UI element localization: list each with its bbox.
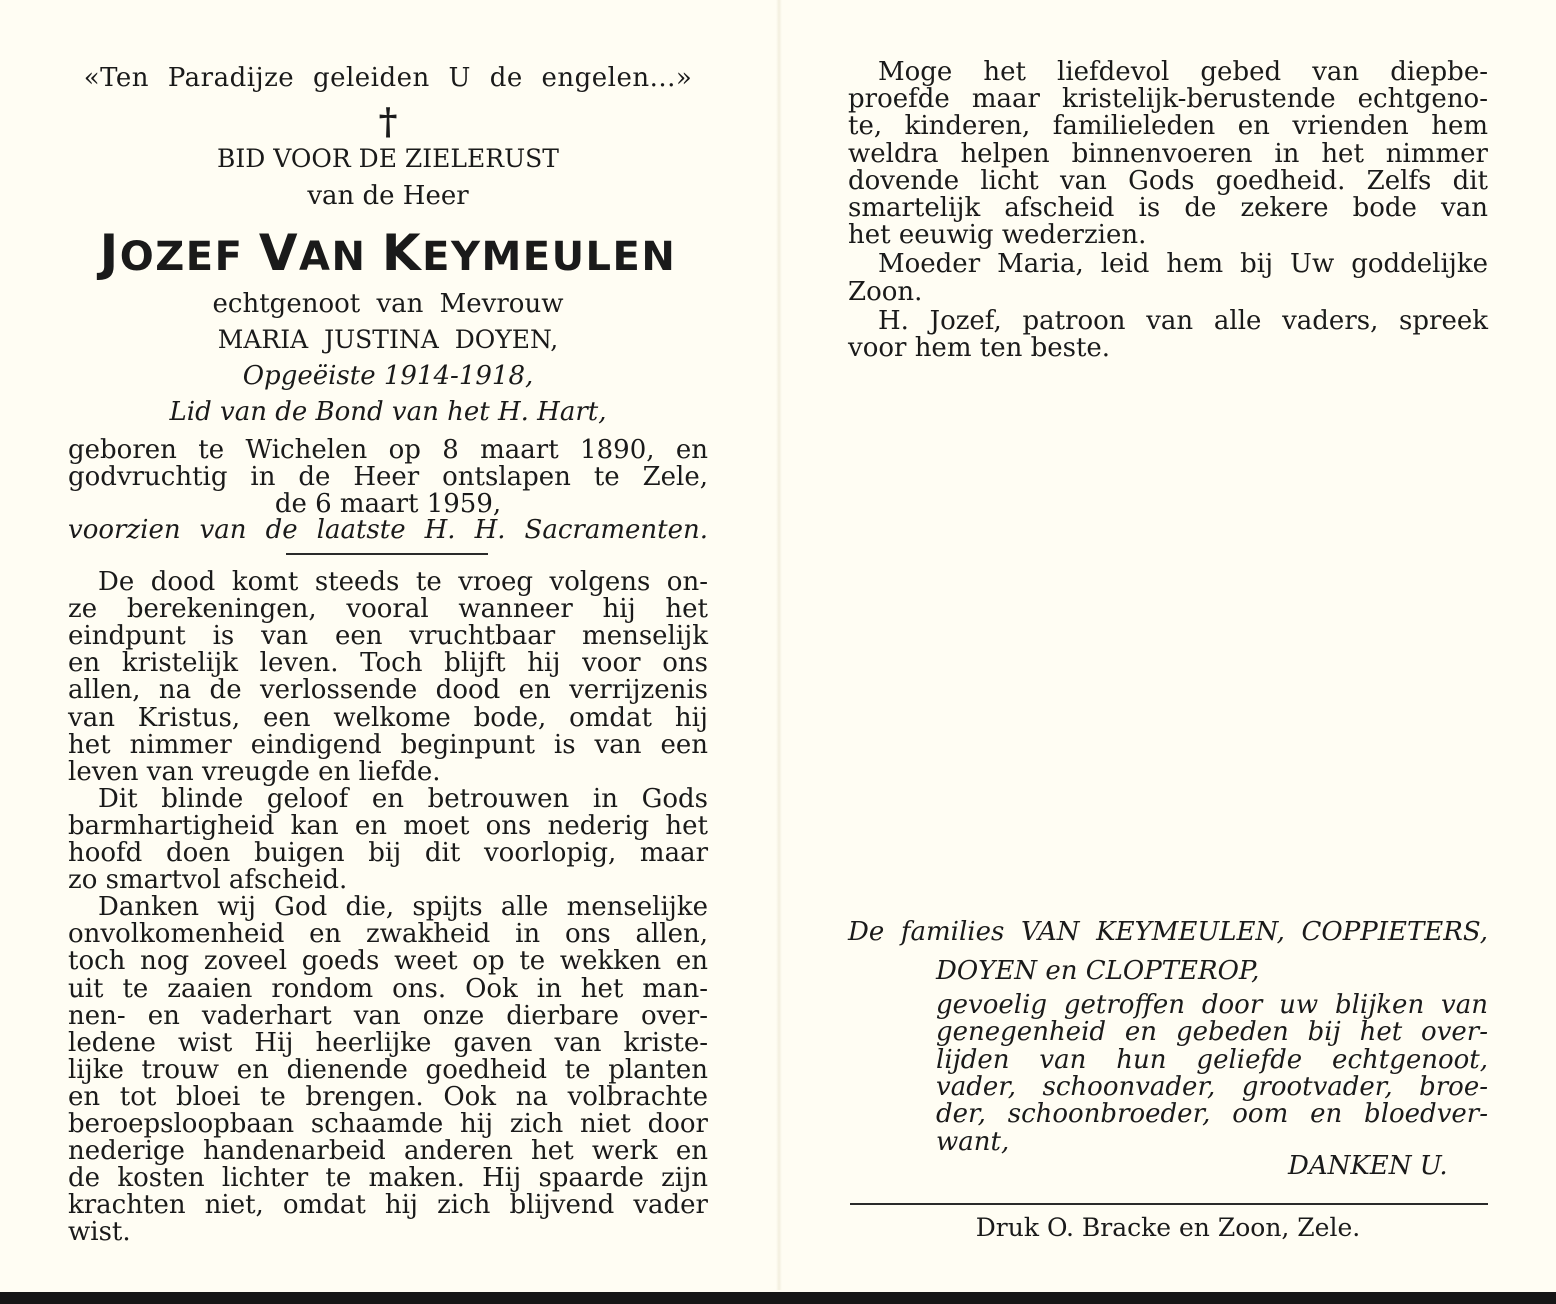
text-line: want, — [936, 1126, 1010, 1157]
text-line: van Kristus, een welkome bode, omdat hij — [68, 702, 708, 733]
text-line: beroepsloopbaan schaamde hij zich niet door — [68, 1109, 708, 1139]
text-line: leven van vreugde en liefde. — [68, 756, 441, 787]
text-line: Moeder Maria, leid hem bij Uw goddelijke — [878, 249, 1488, 280]
text-line: smartelijk afscheid is de zekere bode van — [848, 193, 1488, 223]
name-initial: J — [99, 224, 120, 282]
text-line: ledene wist Hij heerlijke gaven van kriste- — [68, 1027, 708, 1058]
name-rest: EYMEULEN — [422, 234, 677, 280]
divider — [850, 1203, 1488, 1205]
text-line: nen- en vaderhart van onze dierbare over- — [68, 1000, 708, 1031]
death-line: godvruchtig in de Heer ontslapen te Zele, — [68, 462, 708, 492]
prayer-heading: BID VOOR DE ZIELERUST — [217, 144, 559, 173]
text-line: Zoon. — [848, 276, 923, 307]
sacraments-line — [68, 516, 708, 544]
text-line: voor hem ten beste. — [848, 333, 1111, 363]
opgeeiste — [68, 362, 708, 390]
text-line: proefde maar kristelijk-berustende echtgeno- — [848, 84, 1488, 115]
text-line: lijden van hun geliefde echtgenoot, — [936, 1044, 1488, 1075]
name-rest: OZEF — [119, 234, 259, 280]
sacraments-text: laatste H. H. Sacramenten. — [316, 515, 708, 545]
families-line-2: DOYEN en CLOPTEROP, — [936, 956, 1260, 986]
sacraments-prefix: voorzien van de — [68, 515, 317, 545]
van-de-heer: van de Heer — [307, 181, 469, 211]
text-line: Danken wij God die, spijts alle menselijke — [98, 892, 708, 923]
text-line: dovende licht van Gods goedheid. Zelfs dit — [848, 165, 1488, 196]
text-line: te, kinderen, familieleden en vrienden hem — [848, 111, 1488, 142]
text-line: toch nog zoveel goeds weet op te wekken en — [68, 946, 708, 977]
text-line: De dood komt steeds te vroeg volgens on- — [98, 567, 708, 597]
text-line: H. Jozef, patroon van alle vaders, spreek — [878, 305, 1488, 336]
text-line: eindpunt is van een vruchtbaar menselijk — [68, 621, 708, 652]
text-line: de kosten lichter te maken. Hij spaarde zijn — [68, 1163, 708, 1194]
text-line: Moge het liefdevol gebed van diepbe- — [878, 57, 1488, 87]
scan-edge — [0, 1292, 1556, 1304]
text-line: barmhartigheid kan en moet ons nederig het — [68, 810, 708, 841]
death-date: de 6 maart 1959, — [274, 489, 502, 519]
families-line-1: De families VAN KEYMEULEN, COPPIETERS, — [848, 917, 1488, 947]
opgeeiste-years: 1914-1918, — [383, 361, 534, 391]
divider — [286, 553, 488, 555]
text-line: zo smartvol afscheid. — [68, 865, 348, 896]
birth-line: geboren te Wichelen op 8 maart 1890, en — [68, 435, 708, 465]
text-line: krachten niet, omdat hij zich blijvend vader — [68, 1190, 708, 1221]
text-line: weldra helpen binnenvoeren in het nimmer — [848, 138, 1488, 169]
text-line: Dit blinde geloof en betrouwen in Gods — [98, 783, 708, 814]
cross-icon: † — [378, 101, 398, 143]
text-line: en tot bloei te brengen. Ook na volbrachte — [68, 1081, 708, 1112]
text-line: ze berekeningen, vooral wanneer hij het — [68, 594, 708, 625]
text-line: hoofd doen buigen bij dit voorlopig, maar — [68, 838, 708, 868]
text-line: genegenheid en gebeden bij het over- — [936, 1017, 1488, 1048]
name-initial: K — [381, 224, 423, 282]
spouse-name: MARIA JUSTINA DOYEN, — [217, 325, 559, 354]
text-line: vader, schoonvader, grootvader, broe- — [936, 1071, 1488, 1102]
text-line: lijke trouw en dienende goedheid te planten — [68, 1054, 708, 1085]
danken-u: DANKEN U. — [1288, 1151, 1448, 1181]
membership: Lid van de Bond van het H. Hart, — [169, 397, 607, 427]
name-initial: V — [258, 224, 300, 282]
text-line: gevoelig getroffen door uw blijken van — [936, 990, 1488, 1020]
text-line: der, schoonbroeder, oom en bloedver- — [936, 1099, 1488, 1130]
center-fold — [776, 0, 782, 1290]
name-rest: AN — [299, 234, 382, 280]
text-line: het eeuwig wederzien. — [848, 220, 1147, 251]
text-line: onvolkomenheid en zwakheid in ons allen, — [68, 919, 708, 950]
text-line: het nimmer eindigend beginpunt is van een — [68, 729, 708, 760]
text-line: wist. — [68, 1217, 131, 1248]
deceased-name — [68, 224, 708, 282]
text-line: allen, na de verlossende dood en verrijzenis — [68, 675, 708, 706]
text-line: nederige handenarbeid anderen het werk en — [68, 1136, 708, 1167]
opening-quote: «Ten Paradijze geleiden U de engelen...» — [83, 63, 693, 93]
text-line: uit te zaaien rondom ons. Ook in het man- — [68, 973, 708, 1004]
opgeeiste-label: Opgeëiste — [242, 361, 384, 391]
text-line: en kristelijk leven. Toch blijft hij voor ons — [68, 648, 708, 679]
spouse-intro: echtgenoot van Mevrouw — [212, 289, 564, 319]
printer-credit: Druk O. Bracke en Zoon, Zele. — [975, 1213, 1361, 1242]
